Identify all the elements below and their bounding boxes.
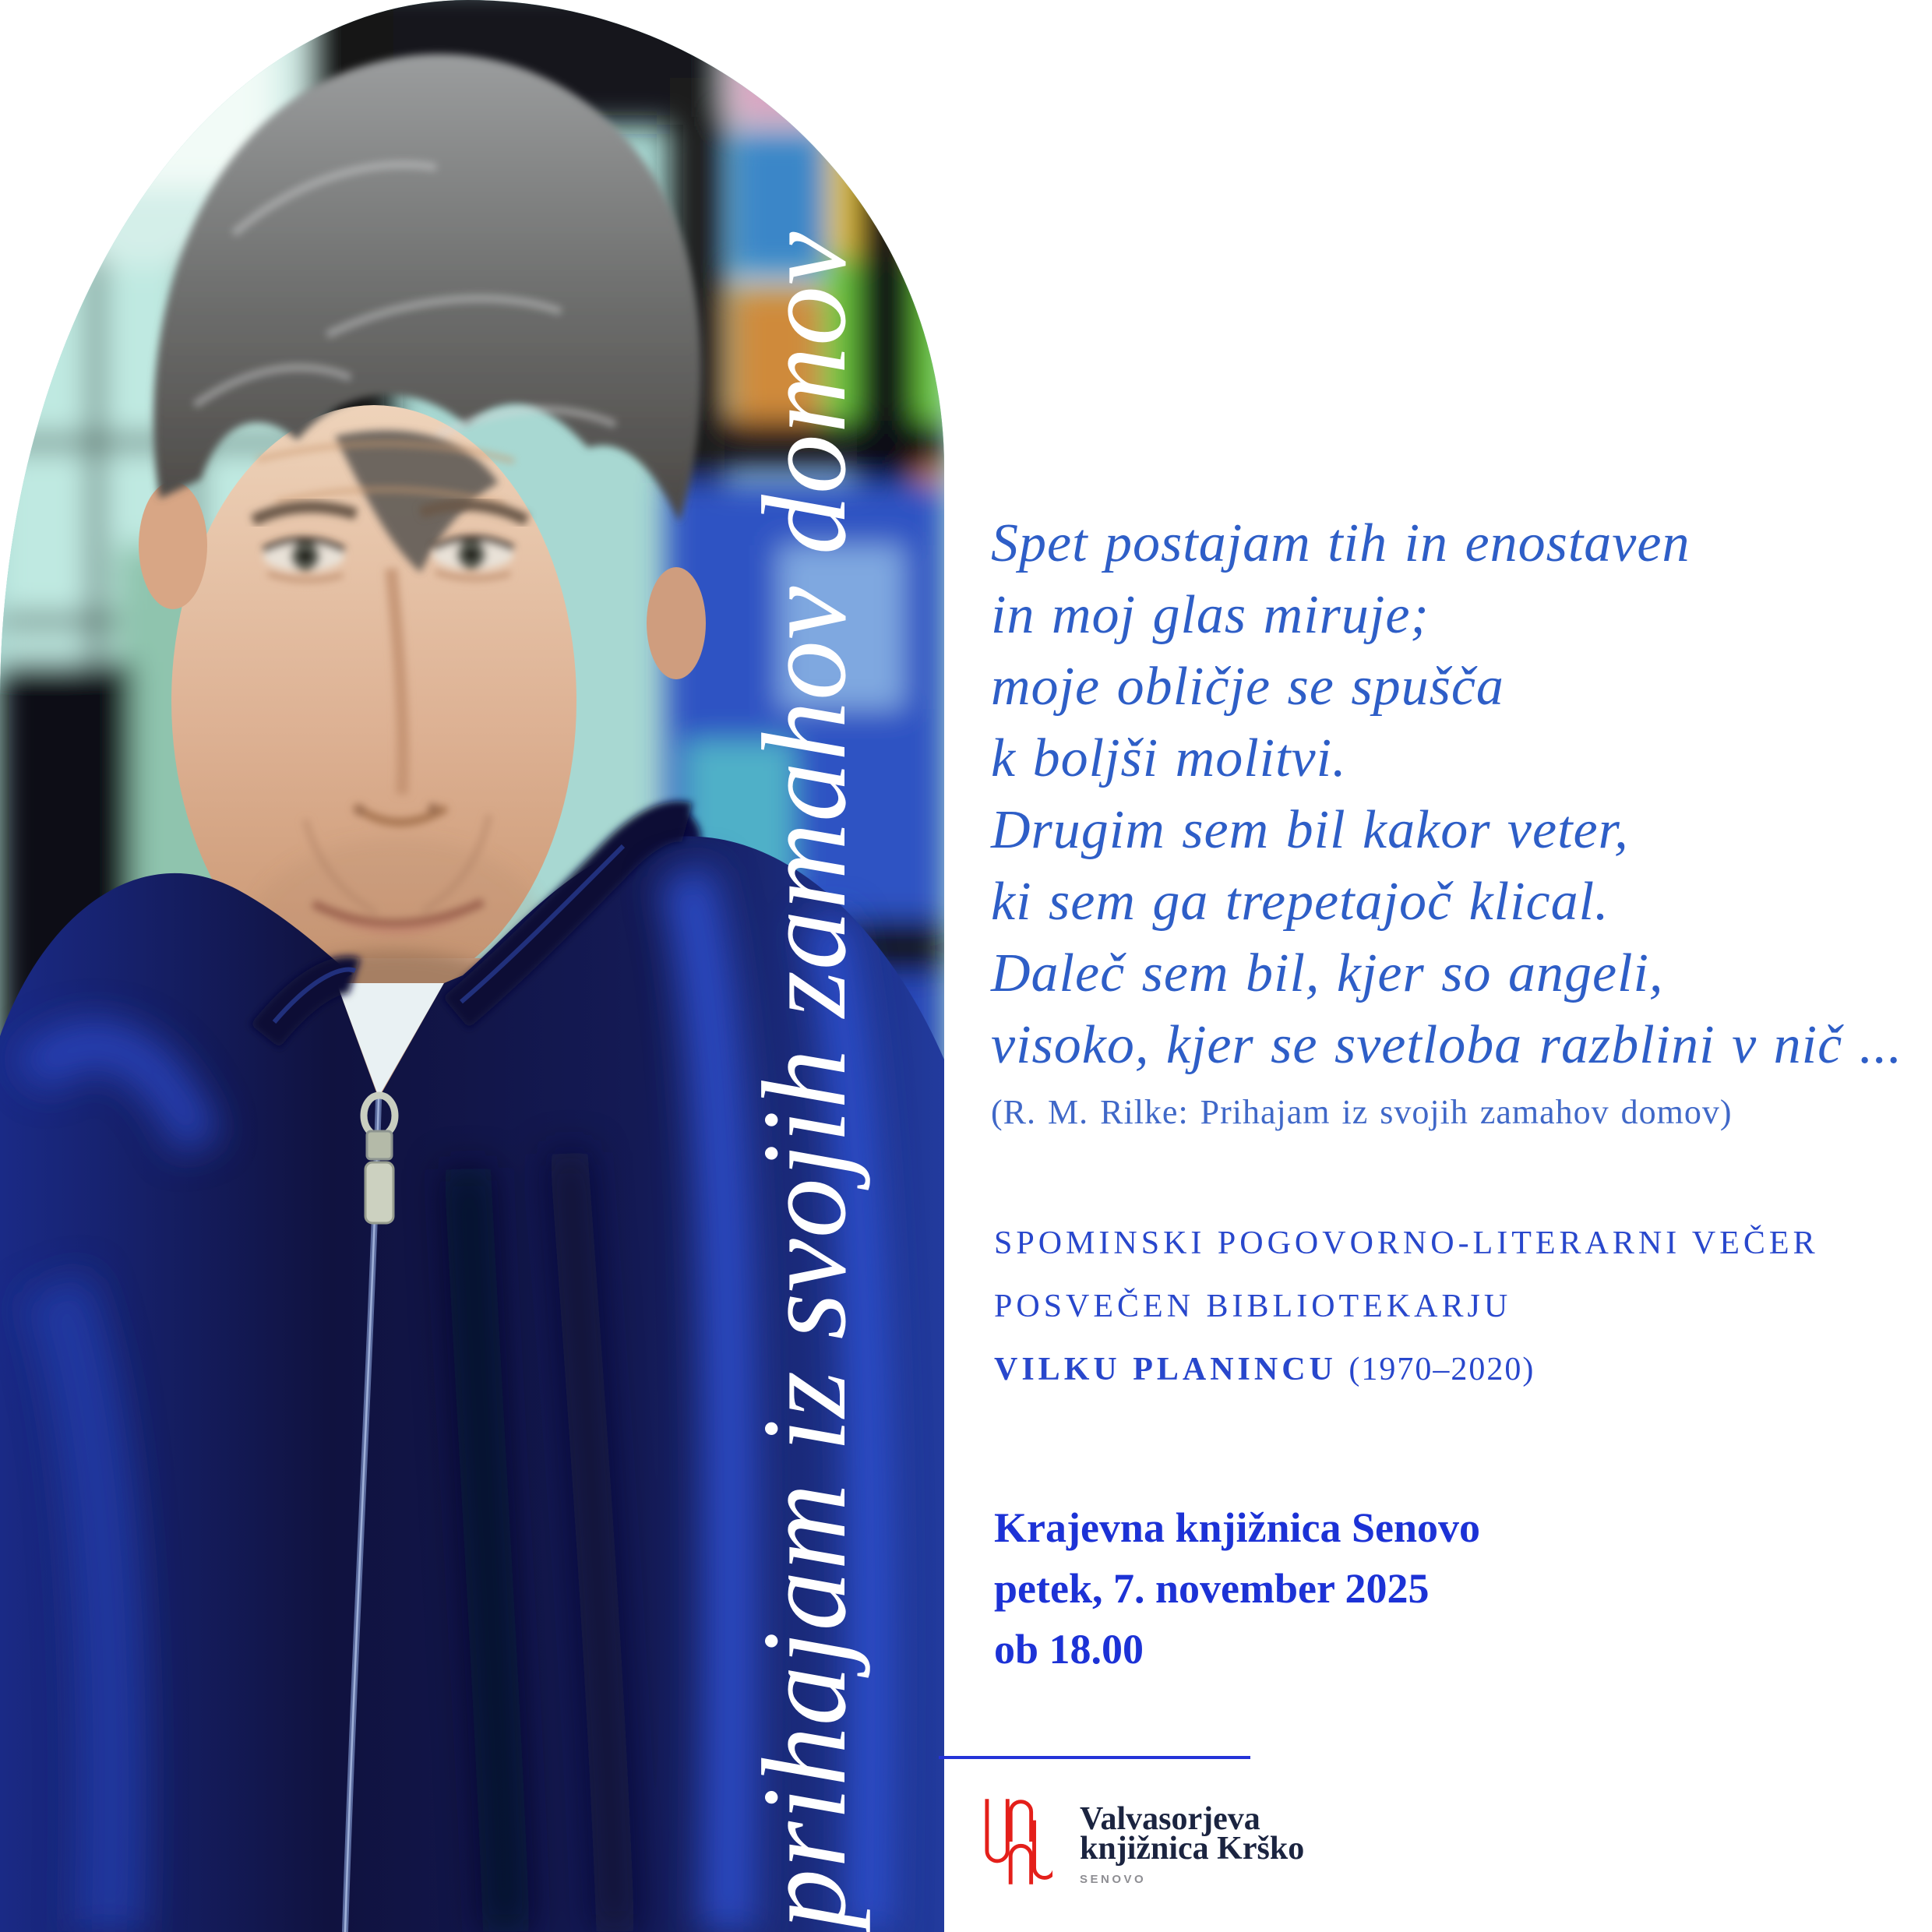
venue-location: Krajevna knjižnica Senovo (994, 1504, 1481, 1551)
event-line-1: SPOMINSKI POGOVORNO-LITERARNI VEČER (994, 1225, 1819, 1261)
poem-line: ki sem ga trepetajoč klical. (991, 872, 1609, 932)
event-line-3 (994, 1338, 1819, 1401)
library-branch: SENOVO (1080, 1873, 1147, 1886)
venue-block (994, 1497, 1480, 1680)
poem-line: Spet postajam tih in enostaven (991, 513, 1690, 573)
event-honoree: VILKU PLANINCU (994, 1352, 1337, 1387)
venue-time: ob 18.00 (994, 1626, 1144, 1673)
library-name: Valvasorjeva knjižnica Krško (1080, 1801, 1305, 1867)
venue-date: petek, 7. november 2025 (994, 1565, 1430, 1612)
poem-attribution: (R. M. Rilke: Prihajam iz svojih zamahov domov) (991, 1093, 1733, 1131)
divider-line (939, 1756, 1250, 1759)
library-logo-icon (984, 1798, 1052, 1885)
poem-line: Drugim sem bil kakor veter, (991, 800, 1629, 860)
poem-line: in moj glas miruje; (991, 585, 1430, 645)
poem-line: moje obličje se spušča (991, 657, 1504, 717)
poem (991, 508, 1902, 1133)
photo-overlay-title: prihajam iz svojih zamahov domov (739, 231, 871, 1929)
event-block (994, 1212, 1819, 1401)
footer-logo (1080, 1801, 1305, 1886)
event-line-2: POSVEČEN BIBLIOTEKARJU (994, 1289, 1512, 1324)
poem-line: visoko, kjer se svetloba razblini v nič ... (991, 1015, 1903, 1075)
poem-line: Daleč sem bil, kjer so angeli, (991, 943, 1664, 1003)
event-years: (1970–2020) (1349, 1352, 1535, 1387)
poem-line: k boljši molitvi. (991, 728, 1347, 788)
